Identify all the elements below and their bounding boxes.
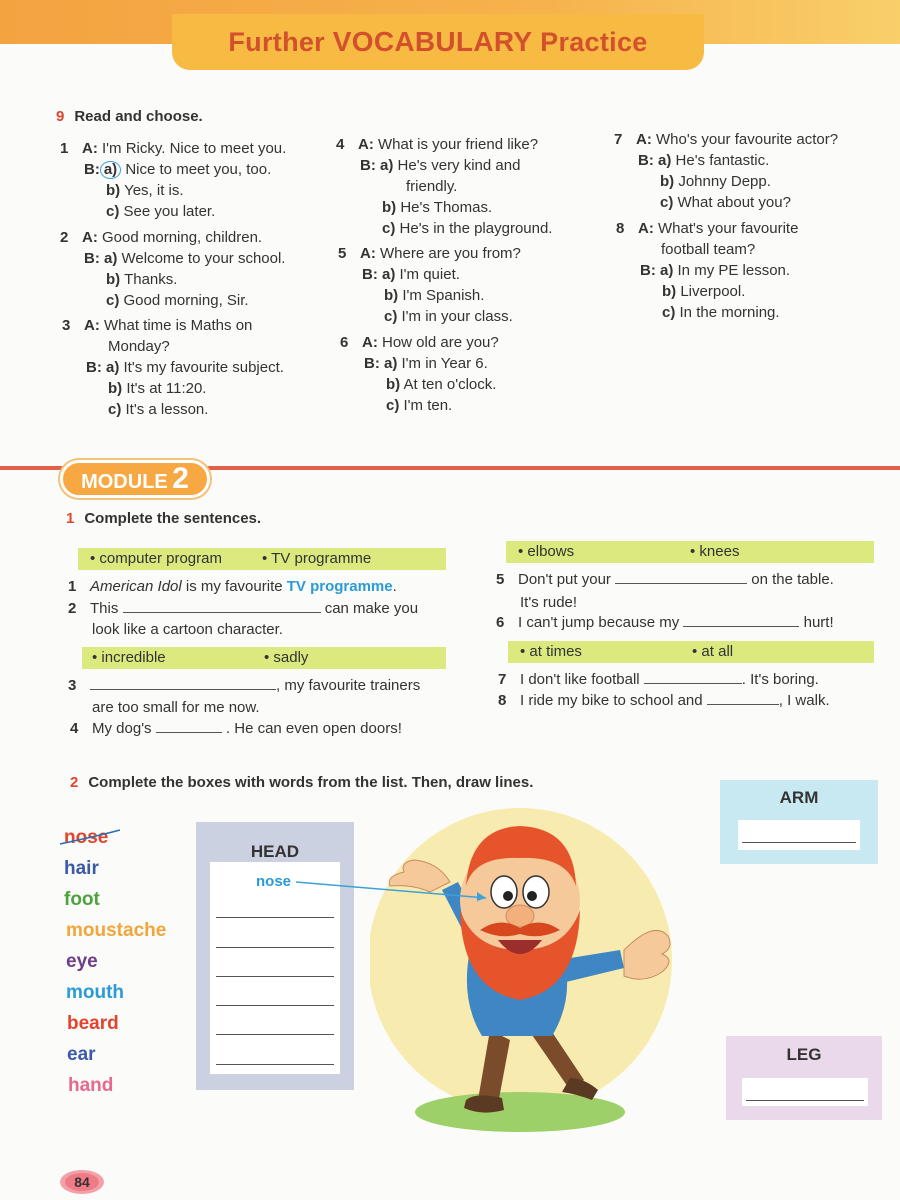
word-moustache: moustache <box>66 920 167 941</box>
answer-line[interactable] <box>216 1034 334 1035</box>
exercise-9-heading: 9 Read and choose. <box>56 108 203 125</box>
answer-line[interactable] <box>216 947 334 948</box>
question-4: 4 A: What is your friend like? B: a) He's very kind and friendly. b) He's Thomas. c) He's in the playground. <box>336 136 553 237</box>
word-nose: nose <box>64 822 166 853</box>
head-example-answer: nose <box>256 873 292 890</box>
question-3: 3 A: What time is Maths on Monday? B: a) It's my favourite subject. b) It's at 11:20. c) It's a lesson. <box>62 317 284 418</box>
leg-answer-area[interactable] <box>742 1078 868 1106</box>
exercise-2-heading: 2 Complete the boxes with words from the list. Then, draw lines. <box>70 774 534 791</box>
word-list <box>64 822 166 1101</box>
word-box-2: • incredible • sadly <box>82 647 446 669</box>
answer-blank[interactable] <box>644 670 742 684</box>
word-beard: beard <box>67 1013 119 1034</box>
exercise-1-heading: 1 Complete the sentences. <box>66 510 262 527</box>
cartoon-man-illustration <box>370 800 720 1150</box>
question-5: 5 A: Where are you from? B: a) I'm quiet. b) I'm Spanish. c) I'm in your class. <box>338 245 521 325</box>
answer-line[interactable] <box>216 917 334 918</box>
word-hair: hair <box>64 858 99 879</box>
sentence-3: 3 , my favourite trainers <box>68 677 421 694</box>
page-title: Further VOCABULARY Practice <box>172 14 704 70</box>
word-mouth: mouth <box>66 982 125 1003</box>
question-7: 7 A: Who's your favourite actor? B: a) He's fantastic. b) Johnny Depp. c) What about you? <box>614 131 839 211</box>
sentence-5-line-2: It's rude! <box>520 594 578 611</box>
answer-line[interactable] <box>746 1100 864 1101</box>
word-box-4: • at times • at all <box>508 641 874 663</box>
arm-box-title: ARM <box>779 788 819 807</box>
leg-box <box>726 1036 882 1120</box>
answer-line[interactable] <box>742 842 856 843</box>
word-hand: hand <box>68 1075 114 1096</box>
sentence-2-line-2: look like a cartoon character. <box>92 621 283 638</box>
answer-line[interactable] <box>216 1064 334 1065</box>
example-connector-line <box>290 872 510 912</box>
word-box-1: • computer program • TV programme <box>78 548 446 570</box>
answer-blank[interactable] <box>123 599 321 613</box>
sentence-5: 5 Don't put your on the table. <box>496 571 834 588</box>
head-box-title: HEAD <box>250 842 300 861</box>
sentence-8: 8 I ride my bike to school and , I walk. <box>498 692 830 709</box>
word-box-3: • elbows • knees <box>506 541 874 563</box>
word-ear: ear <box>67 1044 96 1065</box>
page-number: 84 <box>74 1174 90 1190</box>
answer-blank[interactable] <box>90 676 276 690</box>
sentence-2: 2 This can make you <box>68 600 419 617</box>
word-eye: eye <box>66 951 98 972</box>
sentence-3-line-2: are too small for me now. <box>92 699 260 716</box>
strikethrough-mark <box>58 828 124 848</box>
answer-blank[interactable] <box>615 570 747 584</box>
sentence-4: 4 My dog's . He can even open doors! <box>70 720 402 737</box>
answer-line[interactable] <box>216 976 334 977</box>
answer-blank[interactable] <box>683 613 799 627</box>
question-6: 6 A: How old are you? B: a) I'm in Year 6. b) At ten o'clock. c) I'm ten. <box>340 334 499 414</box>
sentence-6: 6 I can't jump because my hurt! <box>496 614 834 631</box>
question-2: 2 A: Good morning, children. B: a) Welcome to your school. b) Thanks. c) Good morning, Sir. <box>60 229 286 309</box>
answer-blank[interactable] <box>707 691 779 705</box>
question-1: 1 A: I'm Ricky. Nice to meet you. B: a) Nice to meet you, too. b) Yes, it is. c) See you later. <box>60 140 287 220</box>
word-foot: foot <box>64 889 100 910</box>
answer-circle[interactable]: a) <box>100 161 121 179</box>
arm-answer-area[interactable] <box>738 820 860 850</box>
answer-line[interactable] <box>216 1005 334 1006</box>
arm-box <box>720 780 878 864</box>
answer-blank[interactable] <box>156 719 222 733</box>
question-8: 8 A: What's your favourite football team? B: a) In my PE lesson. b) Liverpool. c) In the morning. <box>616 220 799 321</box>
sentence-7: 7 I don't like football . It's boring. <box>498 671 819 688</box>
leg-box-title: LEG <box>786 1045 822 1064</box>
module-badge: MODULE 2 <box>60 460 210 498</box>
sentence-1: 1 American Idol is my favourite TV programme. <box>68 578 397 595</box>
